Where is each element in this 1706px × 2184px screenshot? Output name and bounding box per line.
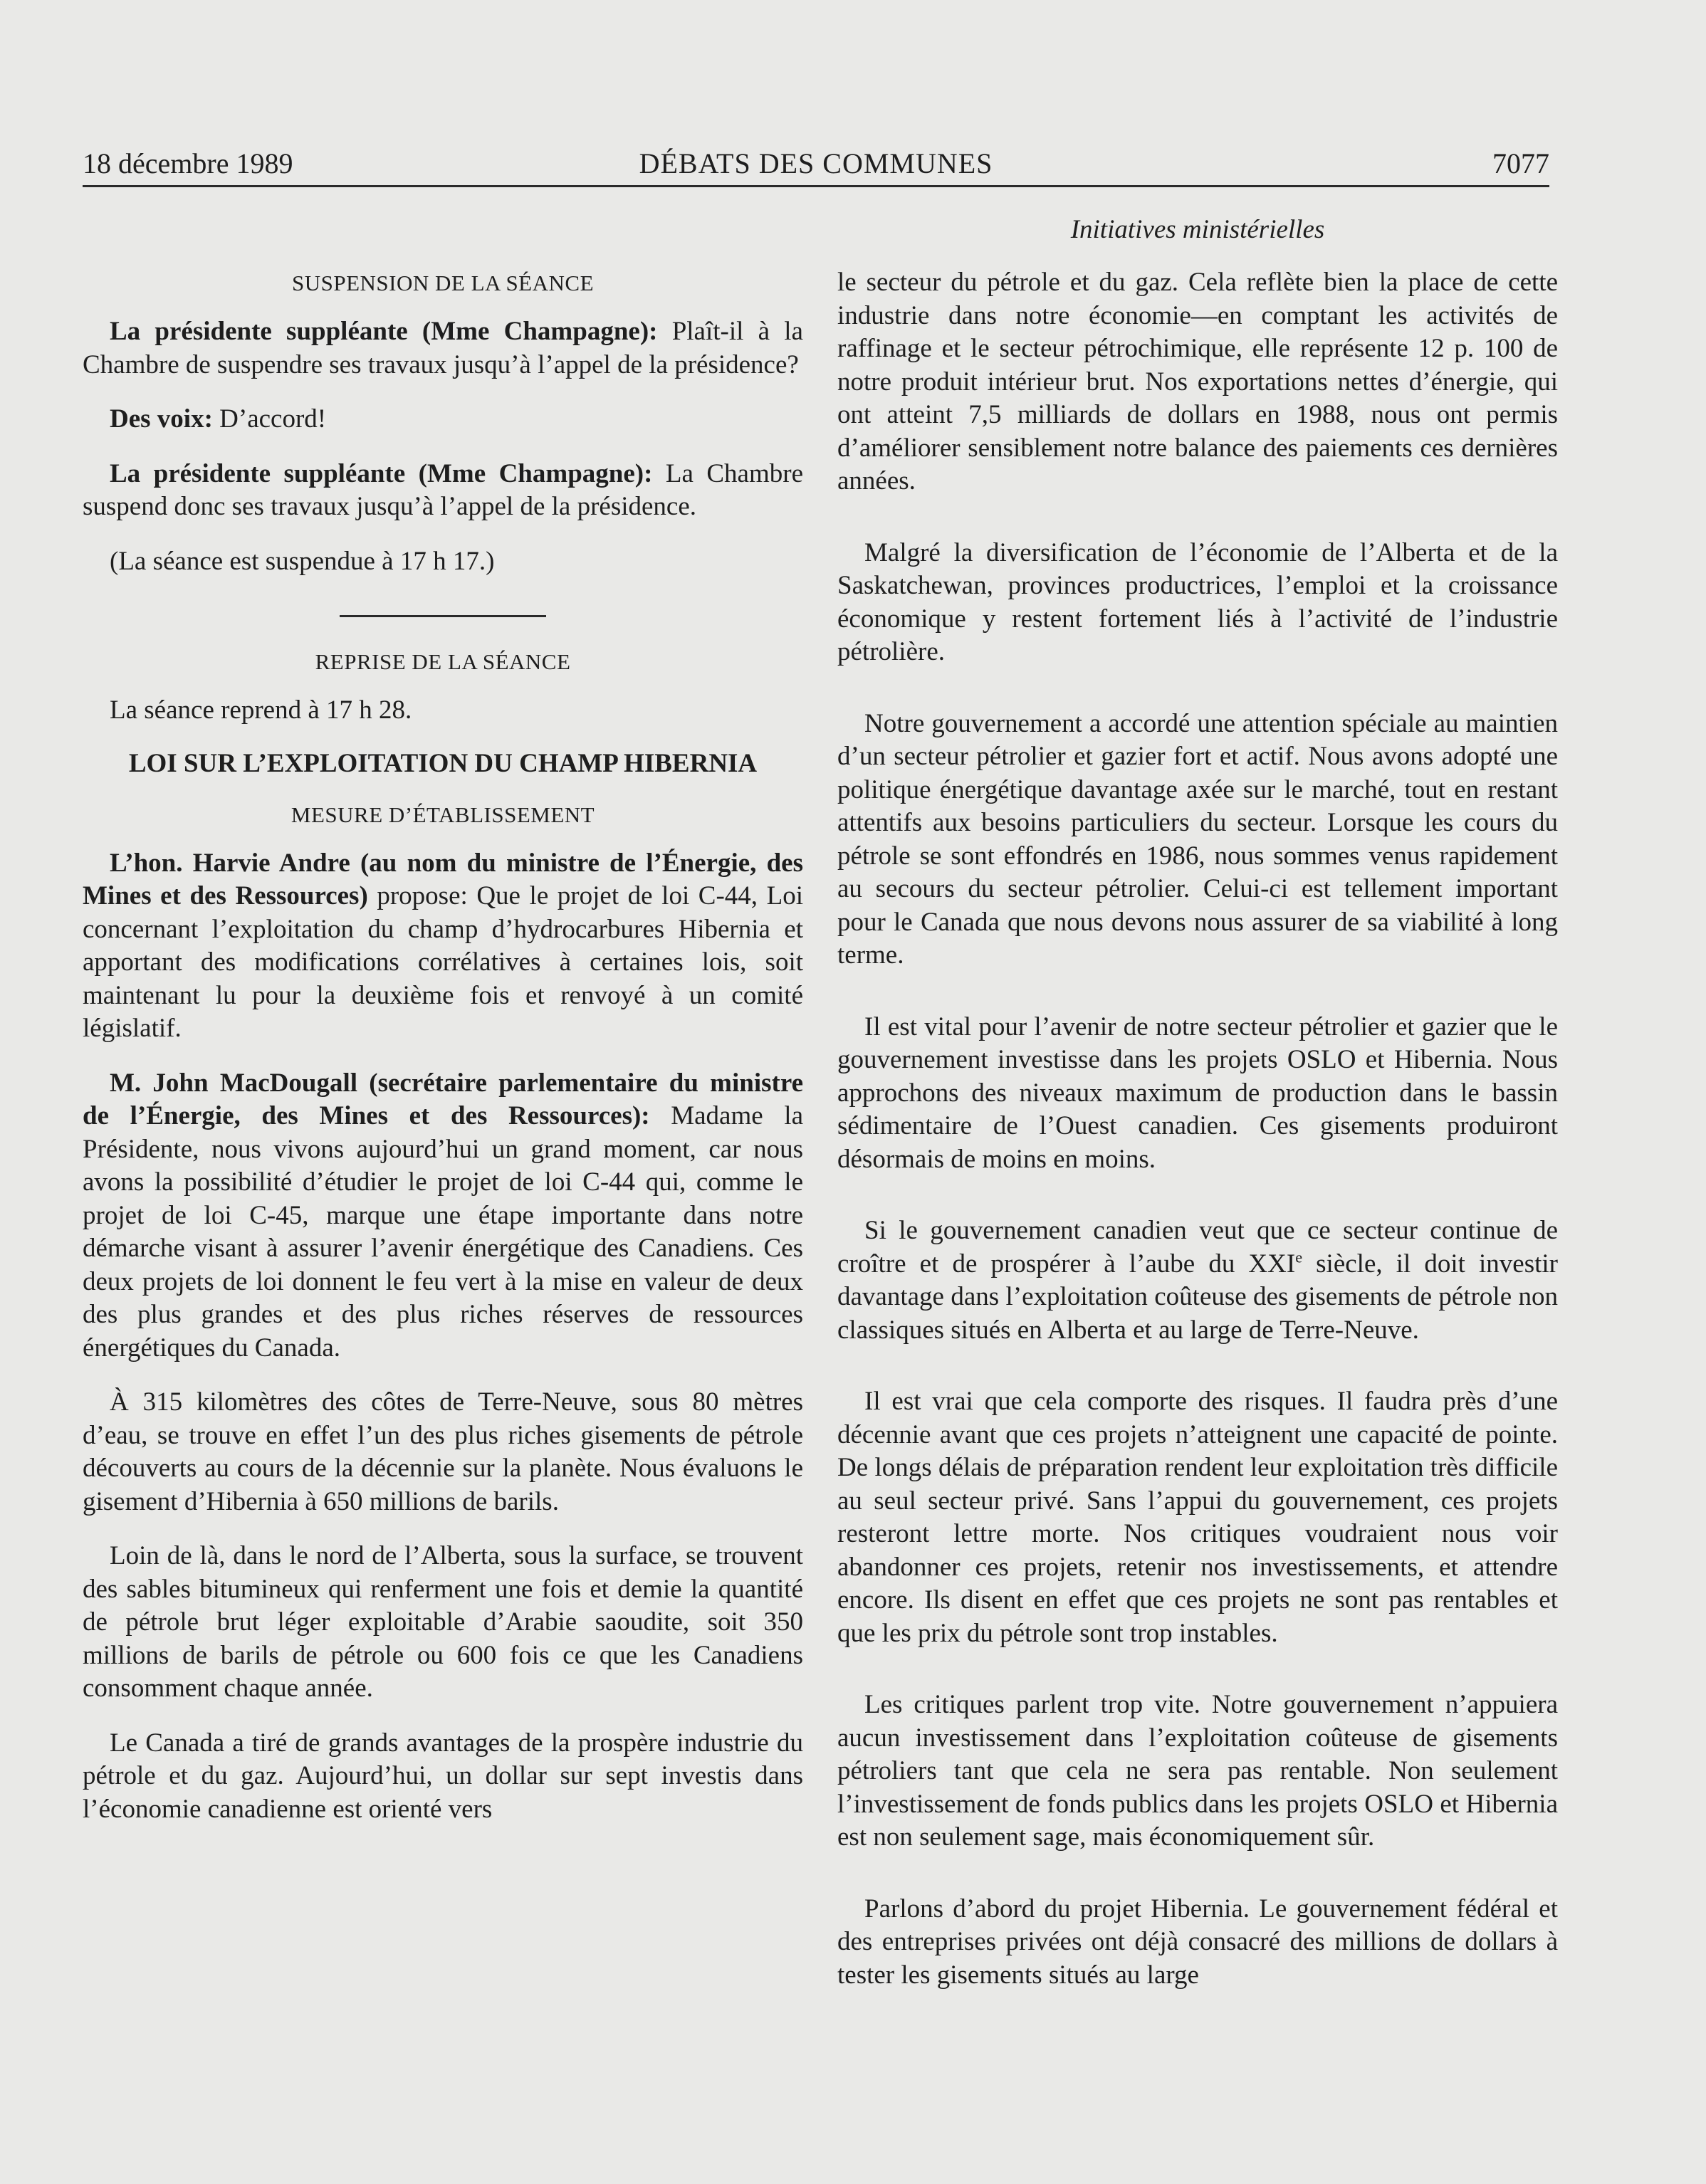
paragraph — [83, 458, 803, 524]
speech-text: propose: Que le projet de loi C-44, Loi concernant l’exploitation du champ d’hydrocarbures Hibernia et apportant des modifications corrélatives à certaines lois, soit maintenant lu pour la deuxième fois et renvoyé à un comité législatif. — [83, 881, 803, 1043]
paragraph — [83, 694, 803, 728]
paragraph: Loin de là, dans le nord de l’Alberta, sous la surface, se trouvent des sables bitumineux qui renferment une fois et demie la quantité de pétrole brut léger exploitable d’Arabie saoudite, soit 350 millions de barils de pétrole ou 600 fois ce que les Canadiens consomment chaque année. — [83, 1541, 803, 1703]
paragraph — [83, 403, 803, 436]
paragraph: Il est vrai que cela comporte des risques. Il faudra près d’une décennie avant que ces projets n’atteignent une capacité de pointe. De longs délais de préparation rendent leur exploitation très difficile au seul secteur privé. Sans l’appui du gouvernement, ces projets resteront lettre morte. Nos critiques voudraient nous voir abandonner ces projets, retenir nos investissements, et attendre encore. Ils disent en effet que ces projets ne sont pas rentables et que les prix du pétrole sont trop instables. — [837, 1387, 1558, 1648]
procedural-note: La séance reprend à 17 h 28. — [110, 695, 412, 725]
paragraph: le secteur du pétrole et du gaz. Cela reflète bien la place de cette industrie dans notre économie—en comptant les activités de raffinage et le secteur pétrochimique, elle représente 12 p. 100 de notre produit intérieur brut. Nos exportations nettes d’énergie, qui ont atteint 7,5 milliards de dollars en 1988, nous ont permis d’améliorer sensiblement notre balance des paiements ces dernières années. — [837, 268, 1558, 495]
paragraph — [83, 1067, 803, 1365]
procedural-note: (La séance est suspendue à 17 h 17.) — [110, 546, 495, 576]
section-divider — [340, 615, 546, 617]
paragraph: Il est vital pour l’avenir de notre secteur pétrolier et gazier que le gouvernement investisse dans les projets OSLO et Hibernia. Nous approchons des niveaux maximum de production dans le bassin sédimentaire de l’Ouest canadien. Ces gisements produiront désormais de moins en moins. — [837, 1012, 1558, 1174]
speaker-name: La présidente suppléante (Mme Champagne): — [110, 458, 653, 488]
paragraph: À 315 kilomètres des côtes de Terre-Neuve, sous 80 mètres d’eau, se trouve en effet l’un des plus riches gisements de pétrole découverts au cours de la décennie sur la planète. Nous évaluons le gisement d’Hibernia à 650 millions de barils. — [83, 1387, 803, 1516]
speech-text: D’accord! — [212, 404, 327, 434]
measure-heading: MESURE D’ÉTABLISSEMENT — [291, 802, 595, 827]
section-heading-suspension: SUSPENSION DE LA SÉANCE — [291, 271, 595, 295]
speech-text: Plaît-il à la Chambre de suspendre ses travaux jusqu’à l’appel de la présidence? — [83, 317, 803, 379]
speech-text: siècle, il doit investir davantage dans l’exploitation coûteuse des gisements de pétrole non classiques situés en Alberta et au large de Terre-Neuve. — [837, 1249, 1559, 1345]
paragraph: Le Canada a tiré de grands avantages de la prospère industrie du pétrole et du gaz. Aujourd’hui, un dollar sur sept investis dans l’économie canadienne est orienté vers — [83, 1728, 803, 1824]
speaker-name: Des voix: — [110, 404, 213, 434]
speech-text: Madame la Présidente, nous vivons aujourd’hui un grand moment, car nous avons la possibilité d’étudier le projet de loi C-44 qui, comme le projet de loi C-45, marque une étape importante dans notre démarche visant à assurer l’avenir énergétique des Canadiens. Ces deux projets de loi donnent le feu vert à la mise en valeur de deux des plus grandes et des plus riches réserves de ressources énergétiques du Canada. — [83, 1101, 803, 1363]
speech-text: Si le gouvernement canadien veut que ce secteur continue de croître et de prospérer à l’aube du XXI — [837, 1216, 1558, 1279]
paragraph — [83, 545, 803, 579]
speech-text: La Chambre suspend donc ses travaux jusqu’à l’appel de la présidence. — [83, 458, 803, 521]
speaker-name: La présidente suppléante (Mme Champagne): — [110, 317, 658, 346]
left-column — [83, 267, 803, 1826]
header-date: 18 décembre 1989 — [83, 147, 293, 179]
paragraph — [83, 847, 803, 1046]
paragraph — [837, 1214, 1558, 1347]
header-title: DÉBATS DES COMMUNES — [639, 147, 993, 179]
paragraph: Malgré la diversification de l’économie de l’Alberta et de la Saskatchewan, provinces productrices, l’emploi et la croissance économique y restent fortement liés à l’activité de l’industrie pétrolière. — [837, 537, 1558, 666]
paragraph: Parlons d’abord du projet Hibernia. Le gouvernement fédéral et des entreprises privées ont déjà consacré des millions de dollars à tester les gisements situés au large — [837, 1894, 1558, 1990]
right-column — [837, 214, 1558, 1992]
bill-heading: LOI SUR L’EXPLOITATION DU CHAMP HIBERNIA — [128, 748, 758, 778]
page-header — [83, 142, 1549, 185]
speaker-name: L’hon. Harvie Andre (au nom du ministre de l’Énergie, des Mines et des Ressources) — [83, 848, 803, 910]
paragraph: Notre gouvernement a accordé une attention spéciale au maintien d’un secteur pétrolier et gazier fort et actif. Nous avons adopté une politique énergétique davantage axée sur le marché, tout en restant attentifs aux besoins particuliers du secteur. Lorsque les cours du pétrole se sont effondrés en 1986, nous sommes venus rapidement au secours du secteur pétrolier. Celui-ci est tellement important pour le Canada que nous devons nous assurer de sa viabilité à long terme. — [837, 708, 1558, 970]
running-head: Initiatives ministérielles — [1070, 215, 1325, 244]
paragraph: Les critiques parlent trop vite. Notre gouvernement n’appuiera aucun investissement dans l’exploitation coûteuse de gisements pétroliers tant que cela ne sera pas rentable. Non seulement l’investissement de fonds publics dans les projets OSLO et Hibernia est non seulement sage, mais économiquement sûr. — [837, 1690, 1558, 1852]
section-heading-reprise: REPRISE DE LA SÉANCE — [315, 649, 571, 674]
superscript: e — [1295, 1248, 1303, 1266]
header-page-number: 7077 — [1492, 147, 1549, 179]
speaker-name: M. John MacDougall (secrétaire parlementaire du ministre de l’Énergie, des Mines et des Ressources): — [83, 1068, 803, 1130]
paragraph — [83, 315, 803, 382]
header-rule — [83, 185, 1549, 187]
